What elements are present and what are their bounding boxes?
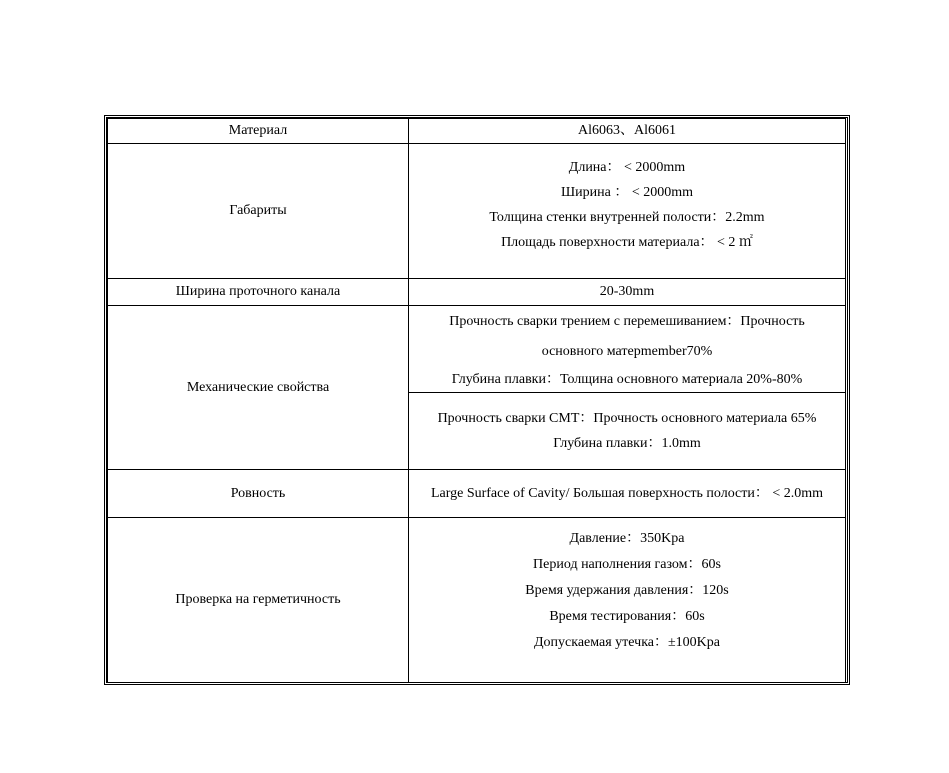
spec-table [107,118,846,683]
dimension-wall-thickness: Толщина стенки внутренней полости：2.2mm [489,210,765,225]
row-label-mechanical-properties: Механические свойства [108,306,409,470]
dimension-width: Ширина ： < 2000mm [561,185,693,200]
row-label-flatness: Ровность [108,470,409,518]
row-label-channel-width: Ширина проточного канала [108,279,409,306]
table-row-material [108,119,846,144]
row-label-leak-test: Проверка на герметичность [108,518,409,683]
row-label-dimensions: Габариты [108,144,409,279]
dimension-surface-area: Площадь поверхности материала： < 2 ㎡ [501,235,753,250]
row-value-material: Al6063、Al6061 [409,119,846,144]
fsw-strength-line1: Прочность сварки трением с перемешиванием：Прочность [449,313,805,329]
leak-test-fill-period: Период наполнения газом：60s [533,557,721,572]
leak-test-allowed-leak: Допускаемая утечка：±100Kpa [533,635,721,650]
row-value-dimensions [409,144,846,279]
table-row-channel-width [108,279,846,306]
cmt-strength: Прочность сварки CMT：Прочность основного материала 65% [437,411,817,426]
table-row-leak-test [108,518,846,683]
table-row-dimensions [108,144,846,279]
dimension-length: Длина： < 2000mm [568,160,686,175]
row-value-leak-test [409,518,846,683]
leak-test-test-time: Время тестирования：60s [549,609,705,624]
leak-test-pressure: Давление：350Kpa [569,531,685,546]
row-value-flatness: Large Surface of Cavity/ Большая поверхность полости： < 2.0mm [409,470,846,518]
table-row-mechanical-properties [108,306,846,393]
row-label-material: Материал [108,119,409,144]
leak-test-hold-time: Время удержания давления：120s [525,583,729,598]
table-row-flatness [108,470,846,518]
cmt-penetration-depth: Глубина плавки：1.0mm [553,436,701,451]
row-value-cmt-welding [409,393,846,470]
fsw-strength-line2: основного матерmember70% [541,343,713,359]
row-value-channel-width: 20-30mm [409,279,846,306]
row-value-friction-stir-welding [409,306,846,393]
fsw-penetration-depth: Глубина плавки：Толщина основного материала 20%-80% [451,371,803,387]
